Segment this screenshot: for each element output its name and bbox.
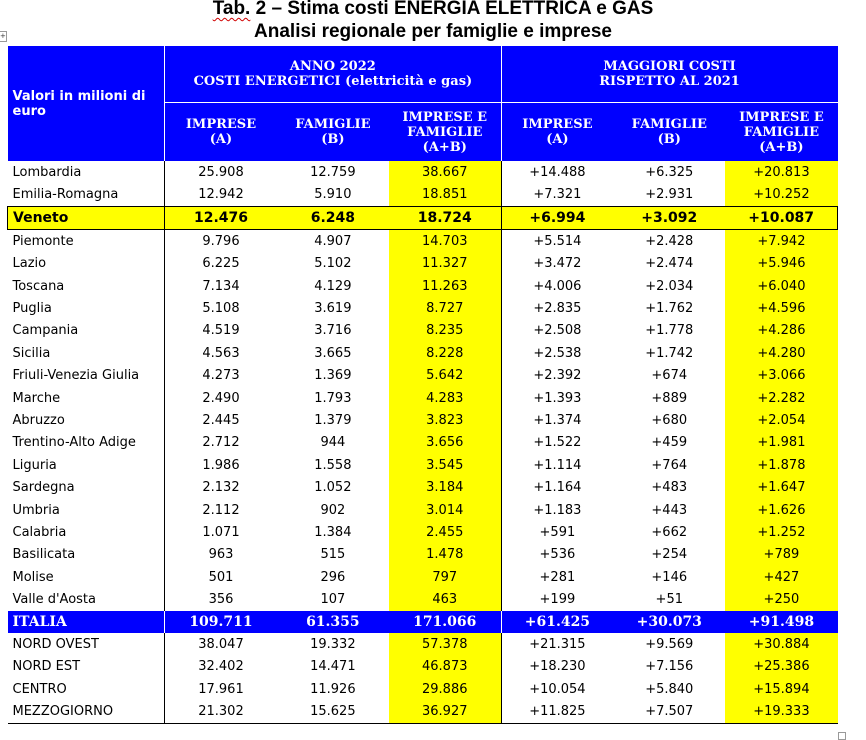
famiglie-2022-cell: 3.665 <box>314 345 352 361</box>
imprese-2022-cell: 25.908 <box>165 161 277 183</box>
table-row <box>8 387 838 409</box>
famiglie-2022-cell: 1.558 <box>314 457 352 473</box>
col-header-imprese: IMPRESE (A) <box>165 103 277 162</box>
total-2022-cell: 46.873 <box>389 656 501 678</box>
table-row <box>8 365 838 387</box>
total-2022-cell: 8.235 <box>389 320 501 342</box>
region-name: Liguria <box>12 457 57 473</box>
col-header-famiglie-increase: FAMIGLIE (B) <box>613 103 725 162</box>
imprese-2022-cell: 2.112 <box>165 499 277 521</box>
table-row <box>8 454 838 476</box>
total-2022-cell: 18.724 <box>389 206 501 229</box>
col-header-famiglie: FAMIGLIE (B) <box>277 103 389 162</box>
total-increase-cell: +7.942 <box>725 230 837 253</box>
total-2022-cell: 8.727 <box>389 297 501 319</box>
imprese-2022-cell: 32.402 <box>165 656 277 678</box>
imprese-2022-cell: 12.476 <box>165 206 277 229</box>
famiglie-increase-cell: +764 <box>651 457 688 473</box>
region-name: Veneto <box>8 206 165 229</box>
total-2022-cell: 797 <box>389 566 501 588</box>
table-row <box>8 253 838 275</box>
total-2022-cell: 36.927 <box>389 700 501 723</box>
imprese-2022-cell: 109.711 <box>165 611 277 633</box>
total-increase-cell: +5.946 <box>725 253 837 275</box>
famiglie-increase-cell: +674 <box>651 368 688 384</box>
imprese-increase-cell: +14.488 <box>501 161 613 183</box>
total-2022-cell: 11.327 <box>389 253 501 275</box>
famiglie-2022-cell: 296 <box>320 569 346 585</box>
famiglie-increase-cell: +483 <box>651 480 688 496</box>
famiglie-increase-cell: +254 <box>651 547 688 563</box>
group-header-2022: ANNO 2022 COSTI ENERGETICI (elettricità e gas) <box>165 46 501 103</box>
title-prefix: Tab. <box>212 0 251 19</box>
famiglie-increase-cell: +146 <box>651 569 688 585</box>
total-2022-cell: 3.656 <box>389 432 501 454</box>
total-increase-cell: +3.066 <box>725 365 837 387</box>
famiglie-2022-cell: 12.759 <box>310 164 356 180</box>
imprese-2022-cell: 6.225 <box>165 253 277 275</box>
famiglie-2022-cell: 11.926 <box>310 681 356 697</box>
imprese-increase-cell: +2.538 <box>501 342 613 364</box>
famiglie-increase-cell: +459 <box>651 435 688 451</box>
total-increase-cell: +1.252 <box>725 521 837 543</box>
imprese-increase-cell: +1.374 <box>501 409 613 431</box>
famiglie-increase-cell: +662 <box>651 524 688 540</box>
total-increase-cell: +91.498 <box>725 611 837 633</box>
famiglie-increase-cell: +443 <box>651 502 688 518</box>
famiglie-2022-cell: 61.355 <box>277 611 389 633</box>
famiglie-increase-cell: +9.569 <box>645 636 694 652</box>
famiglie-2022-cell: 15.625 <box>277 700 389 723</box>
region-name: Marche <box>12 390 61 406</box>
famiglie-2022-cell: 515 <box>320 547 346 563</box>
region-name: Valle d'Aosta <box>12 592 96 608</box>
region-name: Abruzzo <box>12 412 65 428</box>
total-2022-cell: 4.283 <box>389 387 501 409</box>
imprese-increase-cell: +2.508 <box>501 320 613 342</box>
imprese-increase-cell: +10.054 <box>501 678 613 700</box>
imprese-increase-cell: +1.183 <box>501 499 613 521</box>
total-2022-cell: 5.642 <box>389 365 501 387</box>
table-row <box>8 342 838 364</box>
region-name: ITALIA <box>8 611 165 633</box>
table-row <box>8 566 838 588</box>
total-increase-cell: +1.878 <box>725 454 837 476</box>
table-row <box>8 409 838 431</box>
total-2022-cell: 3.823 <box>389 409 501 431</box>
total-2022-cell: 3.014 <box>389 499 501 521</box>
imprese-2022-cell: 2.132 <box>165 476 277 498</box>
imprese-2022-cell: 356 <box>165 588 277 610</box>
famiglie-2022-cell: 5.102 <box>314 256 352 272</box>
imprese-2022-cell: 17.961 <box>165 678 277 700</box>
imprese-increase-cell: +1.522 <box>501 432 613 454</box>
imprese-2022-cell: 1.986 <box>165 454 277 476</box>
col-header-total: IMPRESE E FAMIGLIE (A+B) <box>389 103 501 162</box>
famiglie-2022-cell: 107 <box>320 592 346 608</box>
title-main: 2 – Stima costi ENERGIA ELETTRICA e GAS <box>250 0 654 19</box>
total-increase-cell: +6.040 <box>725 275 837 297</box>
famiglie-increase-cell: +680 <box>651 412 688 428</box>
imprese-increase-cell: +3.472 <box>501 253 613 275</box>
imprese-2022-cell: 4.273 <box>165 365 277 387</box>
famiglie-2022-cell: 944 <box>320 435 346 451</box>
imprese-2022-cell: 4.519 <box>165 320 277 342</box>
famiglie-increase-cell: +30.073 <box>613 611 725 633</box>
imprese-2022-cell: 2.712 <box>165 432 277 454</box>
table-row <box>8 230 838 253</box>
total-increase-cell: +19.333 <box>725 700 837 723</box>
table-row <box>8 544 838 566</box>
total-increase-cell: +427 <box>725 566 837 588</box>
total-2022-cell: 463 <box>389 588 501 610</box>
famiglie-increase-cell: +6.325 <box>645 164 694 180</box>
table-resize-handle-icon[interactable] <box>838 732 846 740</box>
imprese-increase-cell: +1.164 <box>501 476 613 498</box>
famiglie-2022-cell: 14.471 <box>310 659 356 675</box>
total-increase-cell: +1.626 <box>725 499 837 521</box>
total-increase-cell: +20.813 <box>725 161 837 183</box>
total-increase-cell: +2.282 <box>725 387 837 409</box>
region-name: Calabria <box>12 524 67 540</box>
imprese-increase-cell: +6.994 <box>501 206 613 229</box>
region-name: NORD EST <box>12 659 81 675</box>
imprese-2022-cell: 2.445 <box>165 409 277 431</box>
imprese-2022-cell: 501 <box>165 566 277 588</box>
total-2022-cell: 3.545 <box>389 454 501 476</box>
total-increase-cell: +10.087 <box>725 206 837 229</box>
total-2022-cell: 11.263 <box>389 275 501 297</box>
imprese-2022-cell: 7.134 <box>165 275 277 297</box>
imprese-increase-cell: +1.114 <box>501 454 613 476</box>
table-move-handle-icon[interactable]: + <box>0 32 6 40</box>
famiglie-increase-cell: +1.778 <box>645 323 694 339</box>
famiglie-2022-cell: 4.907 <box>314 233 352 249</box>
region-name: Puglia <box>12 301 52 317</box>
famiglie-increase-cell: +1.742 <box>645 345 694 361</box>
imprese-2022-cell: 5.108 <box>165 297 277 319</box>
total-2022-cell: 38.667 <box>389 161 501 183</box>
col-header-imprese-increase: IMPRESE (A) <box>501 103 613 162</box>
famiglie-increase-cell: +2.931 <box>645 187 694 203</box>
famiglie-2022-cell: 3.716 <box>314 323 352 339</box>
total-2022-cell: 14.703 <box>389 230 501 253</box>
region-name: Sicilia <box>12 345 51 361</box>
imprese-2022-cell: 4.563 <box>165 342 277 364</box>
total-increase-cell: +250 <box>725 588 837 610</box>
famiglie-2022-cell: 6.248 <box>277 206 389 229</box>
famiglie-2022-cell: 19.332 <box>310 636 356 652</box>
famiglie-increase-cell: +7.156 <box>645 659 694 675</box>
region-name: Toscana <box>12 278 65 294</box>
imprese-increase-cell: +5.514 <box>501 230 613 253</box>
table-row <box>8 588 838 610</box>
table-row <box>8 320 838 342</box>
total-increase-cell: +15.894 <box>725 678 837 700</box>
group-header-increase: MAGGIORI COSTI RISPETTO AL 2021 <box>501 46 837 103</box>
table-row <box>8 499 838 521</box>
table-row <box>8 432 838 454</box>
region-name: Molise <box>12 569 54 585</box>
imprese-2022-cell: 963 <box>165 544 277 566</box>
imprese-increase-cell: +199 <box>501 588 613 610</box>
table-row <box>8 476 838 498</box>
imprese-2022-cell: 2.490 <box>165 387 277 409</box>
region-name: Trentino-Alto Adige <box>12 435 136 451</box>
table-row <box>8 656 838 678</box>
table-title <box>0 0 866 20</box>
total-increase-cell: +4.286 <box>725 320 837 342</box>
total-2022-cell: 171.066 <box>389 611 501 633</box>
region-name: Friuli-Venezia Giulia <box>12 368 140 384</box>
region-name: Umbria <box>12 502 60 518</box>
region-name: Basilicata <box>12 547 76 563</box>
imprese-2022-cell: 9.796 <box>165 230 277 253</box>
total-2022-cell: 2.455 <box>389 521 501 543</box>
total-increase-cell: +25.386 <box>725 656 837 678</box>
total-increase-cell: +10.252 <box>725 183 837 206</box>
famiglie-increase-cell: +2.428 <box>645 233 694 249</box>
region-name: Emilia-Romagna <box>12 187 119 203</box>
table-row <box>8 183 838 206</box>
table-row <box>8 633 838 655</box>
row-label-header: Valori in milioni di euro <box>8 46 165 161</box>
famiglie-increase-cell: +2.034 <box>645 278 694 294</box>
famiglie-2022-cell: 5.910 <box>314 187 352 203</box>
region-name: NORD OVEST <box>12 636 99 652</box>
imprese-increase-cell: +11.825 <box>501 700 613 723</box>
table-row <box>8 700 838 723</box>
table-row <box>8 275 838 297</box>
famiglie-2022-cell: 902 <box>320 502 346 518</box>
imprese-increase-cell: +4.006 <box>501 275 613 297</box>
imprese-increase-cell: +21.315 <box>501 633 613 655</box>
total-2022-cell: 3.184 <box>389 476 501 498</box>
table-row <box>8 297 838 319</box>
famiglie-2022-cell: 1.369 <box>314 368 352 384</box>
total-2022-cell: 8.228 <box>389 342 501 364</box>
total-increase-cell: +30.884 <box>725 633 837 655</box>
col-header-total-increase: IMPRESE E FAMIGLIE (A+B) <box>725 103 837 162</box>
region-name: Lombardia <box>12 164 82 180</box>
famiglie-increase-cell: +7.507 <box>613 700 725 723</box>
table-row <box>8 678 838 700</box>
famiglie-2022-cell: 3.619 <box>314 301 352 317</box>
region-name: CENTRO <box>12 681 67 697</box>
total-row <box>8 611 838 633</box>
famiglie-increase-cell: +51 <box>655 592 683 608</box>
region-name: Campania <box>12 323 79 339</box>
famiglie-2022-cell: 1.384 <box>314 524 352 540</box>
imprese-increase-cell: +7.321 <box>501 183 613 206</box>
famiglie-2022-cell: 1.379 <box>314 412 352 428</box>
total-2022-cell: 18.851 <box>389 183 501 206</box>
energy-cost-table <box>7 46 838 724</box>
imprese-increase-cell: +18.230 <box>501 656 613 678</box>
imprese-increase-cell: +536 <box>501 544 613 566</box>
total-increase-cell: +1.981 <box>725 432 837 454</box>
table-row <box>8 521 838 543</box>
famiglie-increase-cell: +2.474 <box>645 256 694 272</box>
region-name: MEZZOGIORNO <box>8 700 165 723</box>
famiglie-increase-cell: +1.762 <box>645 301 694 317</box>
table-row <box>8 206 838 229</box>
total-increase-cell: +789 <box>725 544 837 566</box>
famiglie-increase-cell: +5.840 <box>645 681 694 697</box>
famiglie-2022-cell: 4.129 <box>314 278 352 294</box>
imprese-increase-cell: +1.393 <box>501 387 613 409</box>
region-name: Sardegna <box>12 480 75 496</box>
total-increase-cell: +4.280 <box>725 342 837 364</box>
region-name: Piemonte <box>12 233 74 249</box>
total-2022-cell: 57.378 <box>389 633 501 655</box>
imprese-increase-cell: +281 <box>501 566 613 588</box>
imprese-2022-cell: 21.302 <box>165 700 277 723</box>
imprese-2022-cell: 1.071 <box>165 521 277 543</box>
total-increase-cell: +2.054 <box>725 409 837 431</box>
total-increase-cell: +4.596 <box>725 297 837 319</box>
imprese-increase-cell: +2.392 <box>501 365 613 387</box>
total-2022-cell: 29.886 <box>389 678 501 700</box>
famiglie-2022-cell: 1.052 <box>314 480 352 496</box>
famiglie-2022-cell: 1.793 <box>314 390 352 406</box>
total-2022-cell: 1.478 <box>389 544 501 566</box>
table-row <box>8 161 838 183</box>
total-increase-cell: +1.647 <box>725 476 837 498</box>
table-subtitle: Analisi regionale per famiglie e imprese <box>254 21 612 42</box>
famiglie-increase-cell: +889 <box>651 390 688 406</box>
region-name: Lazio <box>12 256 47 272</box>
imprese-2022-cell: 12.942 <box>165 183 277 206</box>
famiglie-increase-cell: +3.092 <box>613 206 725 229</box>
imprese-increase-cell: +61.425 <box>501 611 613 633</box>
imprese-increase-cell: +2.835 <box>501 297 613 319</box>
imprese-increase-cell: +591 <box>501 521 613 543</box>
imprese-2022-cell: 38.047 <box>165 633 277 655</box>
